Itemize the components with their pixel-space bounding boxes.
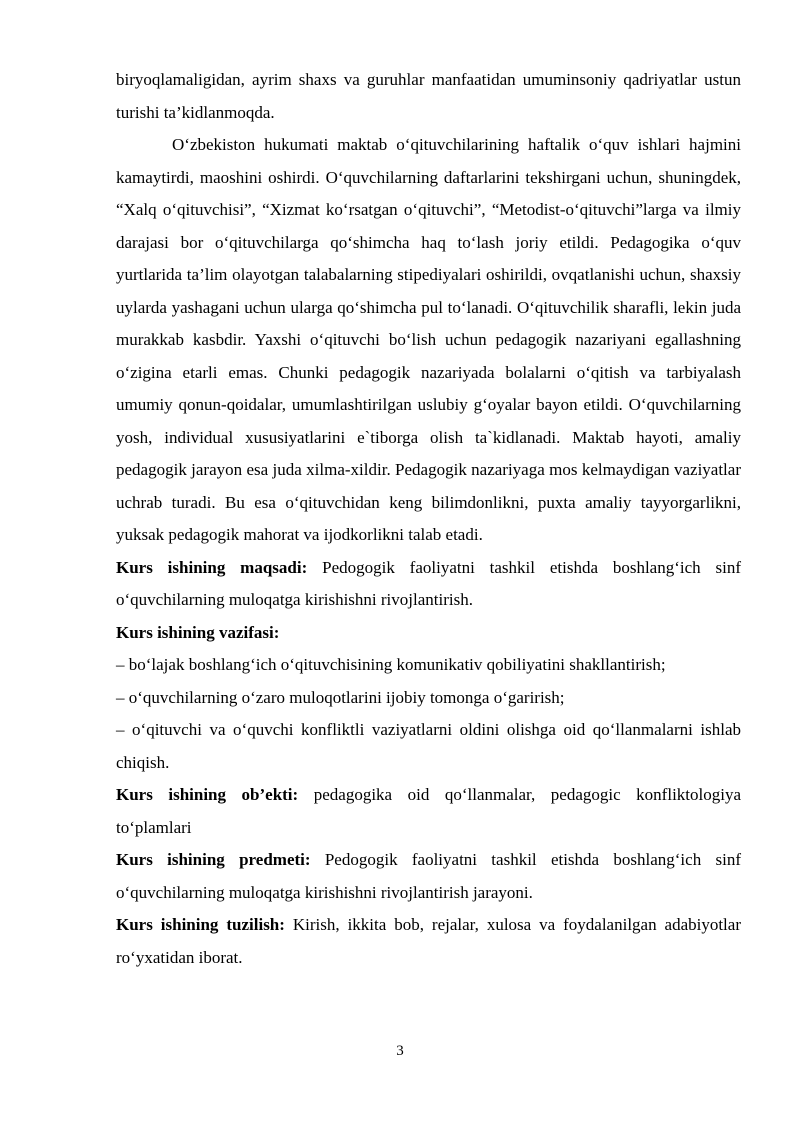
tasks-heading xyxy=(116,617,741,650)
task-item: – o‘qituvchi va o‘quvchi konfliktli vaziyatlarni oldini olishga oid qo‘llanmalarni ishlab chiqish. xyxy=(116,720,741,772)
goal-label: Kurs ishining maqsadi: xyxy=(116,557,308,577)
main-paragraph: O‘zbekiston hukumati maktab o‘qituvchilarining haftalik o‘quv ishlari hajmini kamaytirdi, maoshini oshirdi. O‘quvchilarning daftarlarini tekshirgani uchun, shuningdek, “Xalq o‘qituvchisi”, “Xizmat ko‘rsatgan o‘qituvchi”, “Metodist-o‘qituvchi”larga va ilmiy darajasi bor o‘qituvchilarga qo‘shimcha haq to‘lash joriy etildi. Pedagogika o‘quv yurtlarida ta’lim olayotgan talabalarning stipediyalari oshirildi, ovqatlanishi uchun, shaxsiy uylarda yashagani uchun ularga qo‘shimcha pul to‘lanadi. O‘qituvchilik sharafli, lekin juda murakkab kasbdir. Yaxshi o‘qituvchi bo‘lish uchun pedagogik nazariyani egallashning o‘zigina etarli emas. Chunki pedagogik nazariyada bolalarni o‘qitish va tarbiyalash umumiy qonun-qoidalar, umumlashtirilgan uslubiy g‘oyalar bayon etildi. O‘quvchilarning yosh, individual xususiyatlarini e`tiborga olish ta`kidlanadi. Maktab hayoti, amaliy pedagogik jarayon esa juda xilma-xildir. Pedagogik nazariyaga mos kelmaydigan vaziyatlar uchrab turadi. Bu esa o‘qituvchidan keng bilimdonlikni, puxta amaliy tayyorgarlikni, yuksak pedagogik mahorat va ijodkorlikni talab etadi. xyxy=(116,135,741,544)
goal-paragraph xyxy=(116,552,741,617)
goal-text: Pedogogik faoliyatni tashkil etishda boshlang‘ich sinf o‘quvchilarning muloqatga kirishishni rivojlantirish. xyxy=(116,557,742,609)
object-paragraph xyxy=(116,779,741,844)
page-number: 3 xyxy=(396,1043,404,1059)
object-label: Kurs ishining ob’ekti: xyxy=(116,785,299,804)
structure-text: Kirish, ikkita bob, rejalar, xulosa va foydalanilgan adabiyotlar ro‘yxatidan iborat. xyxy=(116,915,741,967)
document-body xyxy=(116,64,741,974)
structure-paragraph xyxy=(116,909,741,974)
subject-label: Kurs ishining predmeti: xyxy=(116,850,311,869)
task-item: – bo‘lajak boshlang‘ich o‘qituvchisining komunikativ qobiliyatini shakllantirish; xyxy=(116,655,666,674)
structure-label: Kurs ishining tuzilish: xyxy=(116,915,285,934)
subject-paragraph xyxy=(116,844,741,909)
subject-text: Pedogogik faoliyatni tashkil etishda boshlang‘ich sinf o‘quvchilarning muloqatga kirishishni rivojlantirish jarayoni. xyxy=(116,850,742,902)
intro-paragraph: biryoqlamaligidan, ayrim shaxs va guruhlar manfaatidan umuminsoniy qadriyatlar ustun turishi ta’kidlanmoqda. xyxy=(116,70,741,122)
object-text: pedagogika oid qo‘llanmalar, pedagogic konfliktologiya to‘plamlari xyxy=(116,785,742,837)
task-item: – o‘quvchilarning o‘zaro muloqotlarini ijobiy tomonga o‘garirish; xyxy=(116,687,565,707)
tasks-label: Kurs ishining vazifasi: xyxy=(116,622,280,642)
